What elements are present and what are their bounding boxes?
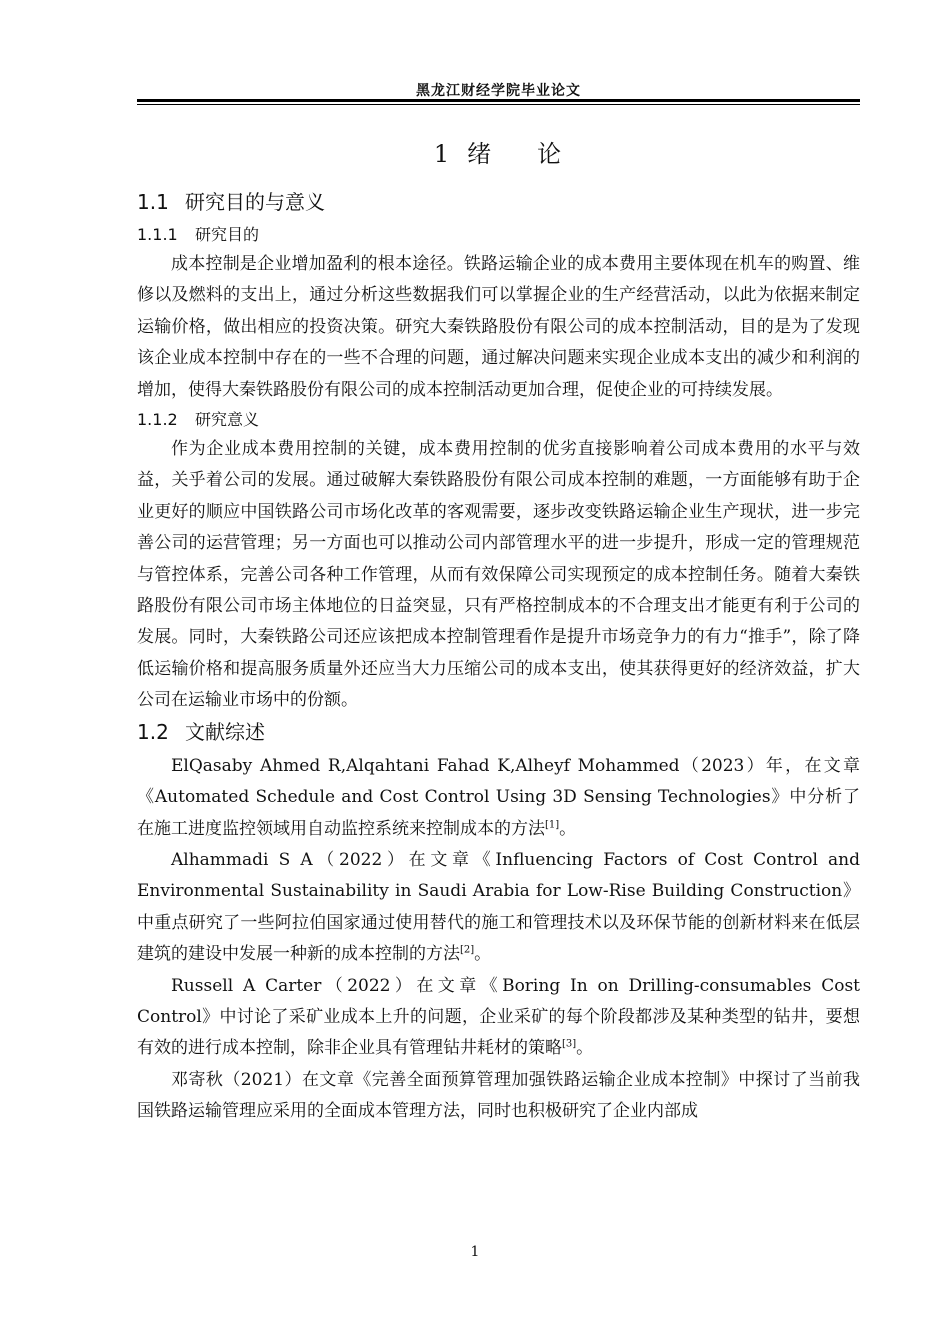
section-title: 研究目的与意义 bbox=[185, 190, 325, 214]
section-number: 1.2 bbox=[137, 719, 169, 744]
page-content bbox=[137, 128, 860, 1128]
paragraph-text: Russell A Carter（2022）在文章《Boring In on Drilling-consumables Cost Control》中讨论了采矿业成本上升的问题，企业采矿的每个阶段都涉及某种类型的钻井，要想有效的进行成本控制，除非企业具有管理钻井耗材的策略 bbox=[137, 975, 860, 1059]
subsection-number: 1.1.1 bbox=[137, 225, 178, 244]
paragraph-research-purpose: 成本控制是企业增加盈利的根本途径。铁路运输企业的成本费用主要体现在机车的购置、维修以及燃料的支出上，通过分析这些数据我们可以掌握企业的生产经营活动，以此为依据来制定运输价格，做出相应的投资决策。研究大秦铁路股份有限公司的成本控制活动，目的是为了发现该企业成本控制中存在的一些不合理的问题，通过解决问题来实现企业成本支出的减少和利润的增加，使得大秦铁路股份有限公司的成本控制活动更加合理，促使企业的可持续发展。 bbox=[137, 254, 860, 400]
paragraph-literature-3 bbox=[137, 971, 860, 1065]
running-header: 黑龙江财经学院毕业论文 bbox=[416, 83, 581, 99]
paragraph-literature-1 bbox=[137, 751, 860, 845]
paragraph-text: Alhammadi S A（2022）在文章《Influencing Factors of Cost Control and Environmental Sustainability in Saudi Arabia for Low-Rise Building Construction》中重点研究了一些阿拉伯国家通过使用替代的施工和管理技术以及环保节能的创新材料来在低层建筑的建设中发展一种新的成本控制的方法 bbox=[137, 849, 860, 965]
header-rule-thin bbox=[137, 104, 860, 105]
page-number: 1 bbox=[470, 1244, 480, 1260]
citation-ref: [1] bbox=[545, 818, 560, 830]
header-rule-thick bbox=[137, 99, 860, 102]
chapter-title bbox=[137, 134, 860, 169]
subsection-title: 研究意义 bbox=[195, 410, 260, 430]
section-title: 文献综述 bbox=[185, 719, 265, 744]
paragraph-research-significance: 作为企业成本费用控制的关键，成本费用控制的优劣直接影响着公司成本费用的水平与效益，关乎着公司的发展。通过破解大秦铁路股份有限公司成本控制的难题，一方面能够有助于企业更好的顺应中国铁路公司市场化改革的客观需要，逐步改变铁路运输企业生产现状，进一步完善公司的运营管理；另一方面也可以推动公司内部管理水平的进一步提升，形成一定的管理规范与管控体系，完善公司各种工作管理，从而有效保障公司实现预定的成本控制任务。随着大秦铁路股份有限公司市场主体地位的日益突显，只有严格控制成本的不合理支出才能更有利于公司的发展。同时，大秦铁路公司还应该把成本控制管理看作是提升市场竞争力的有力“推手”，除了降低运输价格和提高服务质量外还应当大力压缩公司的成本支出，使其获得更好的经济效益，扩大公司在运输业市场中的份额。 bbox=[137, 439, 860, 711]
section-heading-1-2 bbox=[137, 717, 860, 747]
subsection-title: 研究目的 bbox=[195, 225, 260, 244]
paragraph-end: 。 bbox=[576, 1038, 594, 1059]
paragraph-literature-2 bbox=[137, 845, 860, 971]
section-heading-1-1 bbox=[137, 187, 860, 217]
chapter-title-char-2: 论 bbox=[537, 140, 564, 168]
subsection-heading-1-1-1 bbox=[137, 221, 860, 249]
chapter-number: 1 bbox=[433, 140, 452, 168]
citation-ref: [2] bbox=[460, 944, 475, 956]
citation-ref: [3] bbox=[562, 1038, 577, 1050]
section-number: 1.1 bbox=[137, 190, 169, 214]
subsection-heading-1-1-2 bbox=[137, 406, 860, 434]
paragraph-text: ElQasaby Ahmed R,Alqahtani Fahad K,Alheyf Mohammed（2023）年，在文章《Automated Schedule and Cost Control Using 3D Sensing Technologies》中分析了在施工进度监控领域用自动监控系统来控制成本的方法 bbox=[137, 755, 860, 839]
chapter-title-char-1: 绪 bbox=[467, 140, 494, 168]
paragraph-end: 。 bbox=[474, 944, 492, 965]
subsection-number: 1.1.2 bbox=[137, 410, 178, 430]
paragraph-literature-4: 邓寄秋（2021）在文章《完善全面预算管理加强铁路运输企业成本控制》中探讨了当前我国铁路运输管理应采用的全面成本管理方法，同时也积极研究了企业内部成 bbox=[137, 1069, 860, 1122]
paragraph-end: 。 bbox=[559, 818, 577, 839]
